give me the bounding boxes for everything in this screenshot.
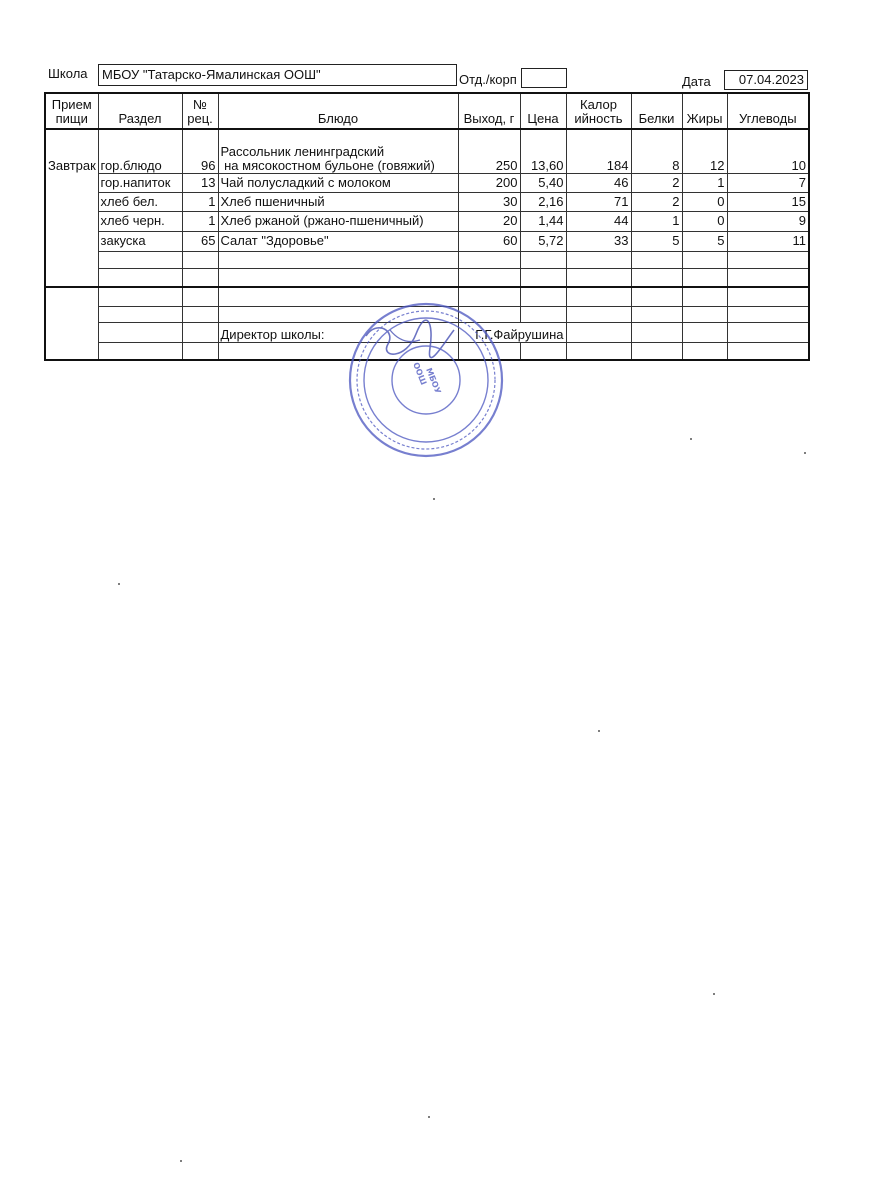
- protein-cell: 2: [631, 192, 682, 211]
- yield-cell: 60: [458, 231, 520, 251]
- calories-cell: 184: [566, 129, 631, 173]
- dish-cell: Рассольник ленинградский на мясокостном бульоне (говяжий): [218, 129, 458, 173]
- table-header-row: [45, 93, 809, 129]
- protein-cell: 5: [631, 231, 682, 251]
- scan-speck: [713, 993, 715, 995]
- scan-speck: [690, 438, 692, 440]
- table-row-empty: [45, 251, 809, 268]
- school-name-field: МБОУ "Татарско-Ямалинская ООШ": [98, 64, 457, 86]
- date-label: Дата: [682, 74, 711, 89]
- price-cell: 5,72: [520, 231, 566, 251]
- scan-speck: [428, 1116, 430, 1118]
- section-cell: гор.напиток: [98, 173, 182, 192]
- fat-cell: 5: [682, 231, 727, 251]
- fat-cell: 0: [682, 192, 727, 211]
- protein-cell: 2: [631, 173, 682, 192]
- col-fat-header: Жиры: [682, 93, 727, 129]
- carbs-cell: 15: [727, 192, 809, 211]
- dish-cell: Салат "Здоровье": [218, 231, 458, 251]
- carbs-cell: 11: [727, 231, 809, 251]
- col-recipe-header: № рец.: [182, 93, 218, 129]
- scan-speck: [804, 452, 806, 454]
- table-row: [45, 173, 809, 192]
- table-row: [45, 129, 809, 173]
- col-dish-header: Блюдо: [218, 93, 458, 129]
- school-label: Школа: [48, 66, 88, 81]
- protein-cell: 1: [631, 211, 682, 231]
- table-row: [45, 231, 809, 251]
- director-name: Г.Г.Файрушина: [458, 322, 566, 342]
- dept-field: [521, 68, 567, 88]
- scan-speck: [433, 498, 435, 500]
- meal-cell: Завтрак: [45, 129, 98, 287]
- col-calories-header: Калор ийность: [566, 93, 631, 129]
- dish-cell: Хлеб пшеничный: [218, 192, 458, 211]
- table-row: [45, 192, 809, 211]
- price-cell: 13,60: [520, 129, 566, 173]
- yield-cell: 250: [458, 129, 520, 173]
- col-protein-header: Белки: [631, 93, 682, 129]
- calories-cell: 33: [566, 231, 631, 251]
- recipe-cell: 65: [182, 231, 218, 251]
- dish-cell: Хлеб ржаной (ржано-пшеничный): [218, 211, 458, 231]
- menu-table: [44, 92, 810, 361]
- fat-cell: 1: [682, 173, 727, 192]
- svg-text:МБОУ: МБОУ: [424, 366, 443, 396]
- dept-label: Отд./корп: [459, 72, 517, 87]
- svg-text:ООШ: ООШ: [411, 361, 429, 387]
- dish-cell: Чай полусладкий с молоком: [218, 173, 458, 192]
- price-cell: 2,16: [520, 192, 566, 211]
- date-field: 07.04.2023: [724, 70, 808, 90]
- carbs-cell: 7: [727, 173, 809, 192]
- scan-speck: [180, 1160, 182, 1162]
- yield-cell: 30: [458, 192, 520, 211]
- calories-cell: 44: [566, 211, 631, 231]
- fat-cell: 0: [682, 211, 727, 231]
- col-section-header: Раздел: [98, 93, 182, 129]
- col-price-header: Цена: [520, 93, 566, 129]
- yield-cell: 20: [458, 211, 520, 231]
- section-cell: закуска: [98, 231, 182, 251]
- scan-speck: [118, 583, 120, 585]
- table-row: [45, 211, 809, 231]
- col-carbs-header: Углеводы: [727, 93, 809, 129]
- recipe-cell: 96: [182, 129, 218, 173]
- table-row-empty: [45, 287, 809, 306]
- calories-cell: 46: [566, 173, 631, 192]
- section-cell: гор.блюдо: [98, 129, 182, 173]
- section-cell: хлеб черн.: [98, 211, 182, 231]
- scan-speck: [598, 730, 600, 732]
- calories-cell: 71: [566, 192, 631, 211]
- recipe-cell: 1: [182, 192, 218, 211]
- section-cell: хлеб бел.: [98, 192, 182, 211]
- col-meal-header: Прием пищи: [45, 93, 98, 129]
- recipe-cell: 13: [182, 173, 218, 192]
- director-label: Директор школы:: [218, 322, 458, 342]
- signature-row: [45, 322, 809, 342]
- fat-cell: 12: [682, 129, 727, 173]
- price-cell: 1,44: [520, 211, 566, 231]
- table-row-empty: [45, 268, 809, 287]
- price-cell: 5,40: [520, 173, 566, 192]
- carbs-cell: 10: [727, 129, 809, 173]
- carbs-cell: 9: [727, 211, 809, 231]
- table-row-empty: [45, 306, 809, 322]
- recipe-cell: 1: [182, 211, 218, 231]
- col-yield-header: Выход, г: [458, 93, 520, 129]
- yield-cell: 200: [458, 173, 520, 192]
- protein-cell: 8: [631, 129, 682, 173]
- table-row-empty: [45, 342, 809, 360]
